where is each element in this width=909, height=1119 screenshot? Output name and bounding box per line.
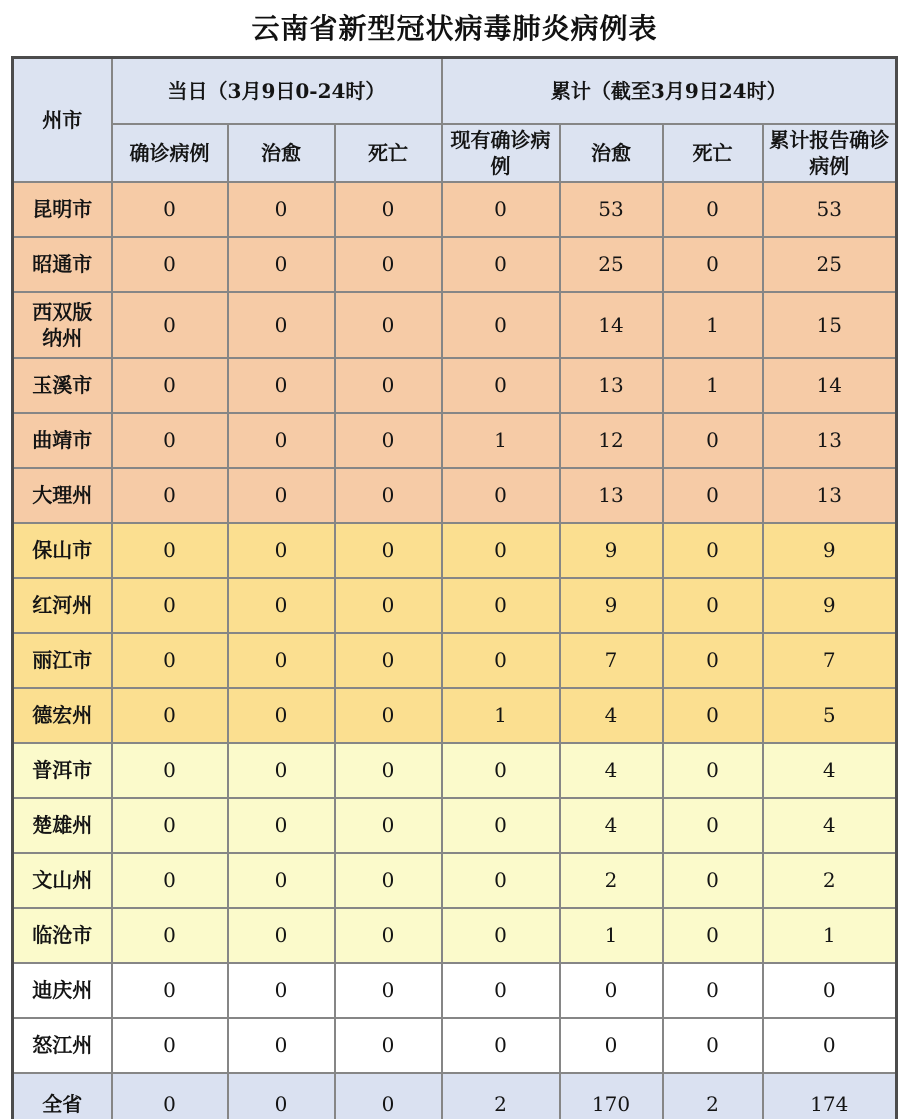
value-cell: 53: [560, 182, 663, 237]
value-cell: 0: [112, 688, 228, 743]
header-columns-row: [13, 124, 897, 182]
value-cell: 0: [335, 237, 442, 292]
value-cell: 1: [442, 688, 560, 743]
table-row: [13, 523, 897, 578]
value-cell: 0: [442, 292, 560, 358]
value-cell: 0: [112, 853, 228, 908]
value-cell: 13: [763, 468, 897, 523]
table-row: [13, 182, 897, 237]
value-cell: 0: [228, 1018, 335, 1073]
value-cell: 0: [442, 743, 560, 798]
table-row: [13, 1018, 897, 1073]
value-cell: 0: [663, 578, 763, 633]
value-cell: 0: [228, 237, 335, 292]
value-cell: 0: [335, 413, 442, 468]
value-cell: 0: [228, 798, 335, 853]
value-cell: 14: [560, 292, 663, 358]
page-title: 云南省新型冠状病毒肺炎病例表: [251, 12, 658, 45]
column-header-daily-deaths: 死亡: [335, 124, 442, 182]
region-cell: 昭通市: [13, 237, 112, 292]
value-cell: 9: [763, 578, 897, 633]
header-group-row: [13, 58, 897, 124]
region-cell: 怒江州: [13, 1018, 112, 1073]
value-cell: 0: [663, 853, 763, 908]
region-cell: 红河州: [13, 578, 112, 633]
value-cell: 1: [560, 908, 663, 963]
value-cell: 2: [663, 1073, 763, 1119]
value-cell: 0: [112, 468, 228, 523]
value-cell: 0: [228, 688, 335, 743]
value-cell: 0: [663, 798, 763, 853]
table-row: [13, 688, 897, 743]
value-cell: 1: [663, 292, 763, 358]
value-cell: 0: [335, 633, 442, 688]
value-cell: 13: [560, 468, 663, 523]
value-cell: 0: [335, 688, 442, 743]
table-row: [13, 578, 897, 633]
value-cell: 13: [560, 358, 663, 413]
value-cell: 4: [560, 688, 663, 743]
table-row: [13, 963, 897, 1018]
value-cell: 0: [112, 413, 228, 468]
value-cell: 0: [442, 523, 560, 578]
table-row: [13, 853, 897, 908]
region-cell: 曲靖市: [13, 413, 112, 468]
region-cell: 丽江市: [13, 633, 112, 688]
value-cell: 0: [560, 963, 663, 1018]
region-cell: 昆明市: [13, 182, 112, 237]
value-cell: 25: [560, 237, 663, 292]
region-cell: 全省: [13, 1073, 112, 1119]
value-cell: 0: [663, 1018, 763, 1073]
table-row: [13, 908, 897, 963]
value-cell: 0: [663, 688, 763, 743]
value-cell: 0: [442, 237, 560, 292]
value-cell: 0: [560, 1018, 663, 1073]
value-cell: 9: [560, 578, 663, 633]
corner-header-cell: 州市: [13, 58, 112, 182]
value-cell: 0: [112, 1018, 228, 1073]
value-cell: 0: [663, 413, 763, 468]
value-cell: 0: [112, 358, 228, 413]
value-cell: 0: [442, 468, 560, 523]
value-cell: 13: [763, 413, 897, 468]
value-cell: 12: [560, 413, 663, 468]
table-row: [13, 237, 897, 292]
value-cell: 0: [112, 523, 228, 578]
value-cell: 5: [763, 688, 897, 743]
value-cell: 0: [112, 292, 228, 358]
column-header-daily-cured: 治愈: [228, 124, 335, 182]
region-cell: 西双版纳州: [13, 292, 112, 358]
column-header-total-reported: 累计报告确诊病例: [763, 124, 897, 182]
value-cell: 0: [112, 743, 228, 798]
value-cell: 0: [335, 578, 442, 633]
region-cell: 玉溪市: [13, 358, 112, 413]
value-cell: 0: [228, 468, 335, 523]
value-cell: 0: [228, 963, 335, 1018]
group-header-daily: 当日（3月9日0-24时）: [112, 58, 442, 124]
value-cell: 2: [560, 853, 663, 908]
table-body: [13, 182, 897, 1119]
value-cell: 0: [442, 798, 560, 853]
table-row-total: [13, 1073, 897, 1119]
value-cell: 9: [560, 523, 663, 578]
value-cell: 1: [442, 413, 560, 468]
value-cell: 0: [335, 523, 442, 578]
value-cell: 0: [112, 633, 228, 688]
value-cell: 0: [228, 853, 335, 908]
region-cell: 普洱市: [13, 743, 112, 798]
table-row: [13, 413, 897, 468]
value-cell: 170: [560, 1073, 663, 1119]
value-cell: 0: [663, 963, 763, 1018]
value-cell: 0: [442, 1018, 560, 1073]
table-header: [13, 58, 897, 182]
value-cell: 7: [763, 633, 897, 688]
value-cell: 0: [763, 963, 897, 1018]
group-header-cumulative: 累计（截至3月9日24时）: [442, 58, 897, 124]
value-cell: 0: [335, 182, 442, 237]
value-cell: 0: [663, 468, 763, 523]
value-cell: 0: [442, 963, 560, 1018]
value-cell: 0: [228, 633, 335, 688]
value-cell: 0: [442, 358, 560, 413]
value-cell: 0: [663, 908, 763, 963]
value-cell: 1: [663, 358, 763, 413]
value-cell: 0: [228, 182, 335, 237]
value-cell: 0: [228, 358, 335, 413]
region-cell: 保山市: [13, 523, 112, 578]
value-cell: 0: [335, 963, 442, 1018]
region-cell: 德宏州: [13, 688, 112, 743]
cases-table: [11, 56, 898, 1119]
value-cell: 4: [763, 743, 897, 798]
value-cell: 0: [228, 743, 335, 798]
value-cell: 4: [763, 798, 897, 853]
value-cell: 0: [335, 1073, 442, 1119]
value-cell: 0: [112, 798, 228, 853]
column-header-daily-confirmed: 确诊病例: [112, 124, 228, 182]
value-cell: 4: [560, 743, 663, 798]
table-row: [13, 743, 897, 798]
value-cell: 0: [442, 853, 560, 908]
value-cell: 7: [560, 633, 663, 688]
value-cell: 0: [335, 798, 442, 853]
value-cell: 0: [112, 1073, 228, 1119]
value-cell: 0: [442, 908, 560, 963]
value-cell: 14: [763, 358, 897, 413]
value-cell: 0: [663, 633, 763, 688]
value-cell: 174: [763, 1073, 897, 1119]
value-cell: 0: [112, 237, 228, 292]
value-cell: 0: [112, 963, 228, 1018]
value-cell: 0: [663, 743, 763, 798]
value-cell: 0: [335, 358, 442, 413]
value-cell: 0: [335, 853, 442, 908]
table-row: [13, 292, 897, 358]
value-cell: 0: [228, 413, 335, 468]
region-cell: 大理州: [13, 468, 112, 523]
value-cell: 0: [228, 1073, 335, 1119]
value-cell: 0: [112, 908, 228, 963]
value-cell: 15: [763, 292, 897, 358]
table-row: [13, 633, 897, 688]
value-cell: 0: [663, 523, 763, 578]
value-cell: 0: [112, 578, 228, 633]
region-cell: 文山州: [13, 853, 112, 908]
value-cell: 0: [663, 182, 763, 237]
value-cell: 0: [335, 1018, 442, 1073]
value-cell: 0: [442, 633, 560, 688]
value-cell: 0: [442, 182, 560, 237]
value-cell: 1: [763, 908, 897, 963]
value-cell: 0: [228, 578, 335, 633]
table-row: [13, 798, 897, 853]
column-header-current-confirmed: 现有确诊病例: [442, 124, 560, 182]
region-cell: 临沧市: [13, 908, 112, 963]
region-cell: 迪庆州: [13, 963, 112, 1018]
value-cell: 0: [228, 523, 335, 578]
value-cell: 0: [335, 743, 442, 798]
value-cell: 0: [228, 908, 335, 963]
value-cell: 25: [763, 237, 897, 292]
value-cell: 2: [442, 1073, 560, 1119]
value-cell: 0: [663, 237, 763, 292]
value-cell: 9: [763, 523, 897, 578]
value-cell: 0: [763, 1018, 897, 1073]
value-cell: 2: [763, 853, 897, 908]
column-header-total-cured: 治愈: [560, 124, 663, 182]
region-cell: 楚雄州: [13, 798, 112, 853]
value-cell: 53: [763, 182, 897, 237]
table-row: [13, 468, 897, 523]
value-cell: 4: [560, 798, 663, 853]
value-cell: 0: [112, 182, 228, 237]
value-cell: 0: [335, 908, 442, 963]
value-cell: 0: [335, 468, 442, 523]
value-cell: 0: [228, 292, 335, 358]
value-cell: 0: [442, 578, 560, 633]
table-row: [13, 358, 897, 413]
value-cell: 0: [335, 292, 442, 358]
column-header-total-deaths: 死亡: [663, 124, 763, 182]
